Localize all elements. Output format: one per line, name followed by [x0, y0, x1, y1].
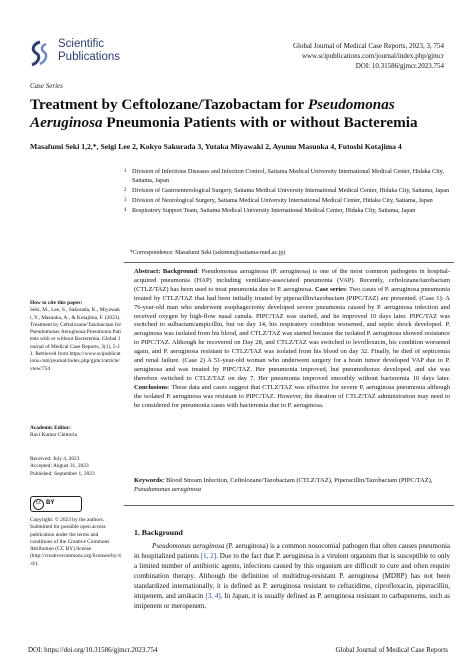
cite-text[interactable]: Seki, M., Lee, S., Sakurada, K., Miyawaki, Y., Masuoka, A., & Kotajima, F. (2023). Treatment by Ceftolozane/Tazobactam for Pseudomonas Aeruginosa Pneumonia Patients with or without Bacteremia. Global Journal of Medical Case Reports, 3(1), 5-11. Retrieved from https://www.scipublications.com/journal/index.php/gjmcr/article/view/754 — [30, 307, 122, 372]
accepted-date: Accepted: August 31, 2023 — [30, 463, 89, 470]
keywords-italic: Pseudomonas aeruginosa — [134, 485, 201, 493]
author-list: Masafumi Seki 1,2,*, Seigi Lee 2, Kokyo Sakurada 3, Yutaka Miyawaki 2, Ayumu Masuoka 4, Futoshi Kotajima 4 — [30, 142, 402, 151]
keywords-text: Blood Stream Infection, Ceftolozane/Tazobactam (CTLZ/TAZ), Piperacillin/Tazobactam (PIPC/TAZ), — [164, 477, 433, 484]
title-part2: Pneumonia Patients with or without Bacteremia — [102, 114, 418, 131]
article-title — [30, 96, 450, 132]
abstract-conclusions: : These data and cases suggest that CTLZ/TAZ was effective for severe P. aeruginosa pneumonia although the isolated P. aeruginosa was resistant to PIPC/TAZ. However, the duration of CTLZ/TAZ administration may need to be considered for pneumonia cases with bacteremia due to P. aeruginosa. — [134, 383, 450, 409]
copyright-block — [30, 517, 122, 568]
journal-meta — [214, 41, 444, 71]
page-footer — [28, 646, 448, 654]
footer-doi[interactable]: DOI: https://doi.org/10.31586/gjmcr.2023.754 — [28, 646, 158, 654]
citation-link-2[interactable]: [3, 4] — [205, 592, 221, 600]
affiliation-item — [124, 168, 454, 185]
logo-line1: Scientific — [58, 38, 105, 50]
body-text-a: (P. aeruginosa) is a common nosocomial pathogen that often causes pneumonia in hospitalized patients — [134, 542, 450, 560]
article-type: Case Series — [30, 82, 63, 90]
affiliation-text: Respiratory Support Team, Saitama Medical University International Medical Center, Hidaka City, Saitama, Japan — [132, 206, 416, 214]
affiliation-number: 4 — [124, 207, 127, 213]
publisher-logo-icon — [28, 40, 52, 68]
license-badge-wrap — [30, 496, 122, 512]
publisher-logo[interactable] — [28, 38, 148, 74]
affiliation-text: Division of Neurological Surgery, Saitama Medical University International Medical Center, Hidaka City, Saitama, Japan — [132, 196, 433, 204]
affiliation-text: Division of Gastroenterological Surgery, Saitama Medical University International Medical Center, Hidaka City, Saitama, Japan — [132, 186, 450, 194]
logo-line2: Publications — [58, 51, 121, 63]
editor-block — [30, 425, 122, 440]
journal-line: Global Journal of Medical Case Reports, 2023, 3, 754 — [292, 42, 444, 50]
section-body — [134, 541, 450, 611]
body-italic: Pseudomonas aeruginosa — [152, 542, 225, 550]
abstract-bottom-rule — [124, 505, 454, 506]
abstract-cases: : Two cases of P. aeruginosa pneumonia treated by CTLZ/TAZ that had been initially treated by piperacillin/tazobactam (PIPC/TAZ) are presented. (Case 1): A 76-year-old man who underwent esophagectomy developed severe pneumonia caused by P. aeruginosa infection and received oxygen by high-flow nasal canula. PIPC/TAZ was started, and he improved 10 days later. PIPC/TAZ was switched to sulbactam/ampicillin, but on day 14, his respiratory condition worsened, and septic shock developed. P. aeruginosa was isolated from his blood, and CTLZ/TAZ was started because the isolated P. aeruginosa showed resistance to PIPC/TAZ. Although he recovered on Day 28, and CTLZ/TAZ was switched to levofloxacin, his condition worsened again, and P. aeruginosa resistant to CTLZ/TAZ was isolated from his blood on day 32. Finally, he died of septicemia and renal failure. (Case 2) A 51-year-old woman who underwent surgery for a brain tumor developed VAP due to P. aeruginosa and was treated by PIPC/TAZ. Her pneumonia improved, but pneumothorax developed, and she was therefore switched to CTLZ/TAZ on day 7. Her pneumonia improved smoothly without bacteremia 10 days later. — [134, 285, 450, 382]
abstract-background: : Pseudomonas aeruginosa (P. aeruginosa) is one of the most common pathogens in hospital-acquired pneumonia (HAP) including ventilator-associated pneumonia (VAP). Recently, ceftolozane/tazobactam (CTLZ/TAZ) has been used to treat pneumonia due to P. aeruginosa. — [134, 268, 450, 293]
cite-heading: How to cite this paper: — [30, 300, 83, 306]
affiliation-number: 2 — [124, 187, 127, 193]
license-text: Copyright: © 2023 by the authors. Submitted for possible open access publication under the terms and conditions of the Creative Commons Attribution (CC BY) license (http://creativecommons.org/licenses/by/4.0/). — [30, 517, 121, 567]
affiliation-number: 3 — [124, 197, 127, 203]
logo-text — [58, 38, 120, 64]
journal-doi[interactable]: DOI: 10.31586/gjmcr.2023.754 — [355, 62, 444, 70]
footer-journal: Global Journal of Medical Case Reports — [335, 646, 448, 654]
case-series-label: Case series — [314, 285, 346, 293]
affiliations — [124, 168, 454, 217]
editor-name: Ravi Kumar Chittoria — [30, 432, 78, 439]
title-italic: Pseudomonas Aeruginosa — [30, 96, 395, 131]
editor-heading: Academic Editor: — [30, 425, 71, 431]
dates-block — [30, 456, 122, 478]
received-date: Received: July 4, 2023 — [30, 456, 80, 462]
abstract — [134, 268, 450, 411]
title-part1: Treatment by Ceftolozane/Tazobactam for — [30, 96, 308, 113]
conclusions-label: Conclusions — [134, 383, 168, 391]
citation-link-1[interactable]: [1, 2] — [200, 552, 217, 560]
keywords — [134, 477, 450, 495]
correspondence: *Correspondence: Masafumi Seki (sekimm@saitama-med.ac.jp) — [130, 250, 286, 256]
cc-icon: cc — [33, 499, 44, 510]
by-label: BY — [46, 500, 55, 507]
body-text-c: . In Japan, it is usually defined as P. aeruginosa resistant to carbapenems, such as imipenem or meropenem, — [134, 592, 450, 610]
abstract-label: Abstract: Background — [134, 268, 198, 275]
section-heading: 1. Background — [134, 528, 183, 537]
citation-block — [30, 300, 122, 373]
affiliation-item — [124, 197, 454, 206]
affiliation-text: Division of Infectious Diseases and Infection Control, Saitama Medical University International Medical Center, Hidaka City, Saitama, Japan — [132, 168, 444, 184]
affiliation-item — [124, 207, 454, 216]
published-date: Published: September 1, 2023 — [30, 470, 95, 477]
affiliation-item — [124, 187, 454, 196]
body-text-b: . Due to the fact that P. aeruginosa is a virulent organism that is susceptible to only a limited number of antibiotic agents, infections caused by this organism are difficult to cure and often require combination therapy. Although the definition of multidrug-resistant P. aeruginosa (MDRP) has not been standardized internationally, it is defined as P. aeruginosa resistant to ceftazidime, ciprofloxacin, piperacillin, imipenem, and amikacin — [134, 552, 450, 600]
affiliation-number: 1 — [124, 169, 127, 174]
keywords-label: Keywords: — [134, 477, 165, 484]
journal-url[interactable]: www.scipublications.com/journal/index.php/gjmcr — [301, 52, 444, 60]
abstract-top-rule — [124, 262, 454, 263]
cc-by-badge[interactable] — [30, 496, 82, 512]
